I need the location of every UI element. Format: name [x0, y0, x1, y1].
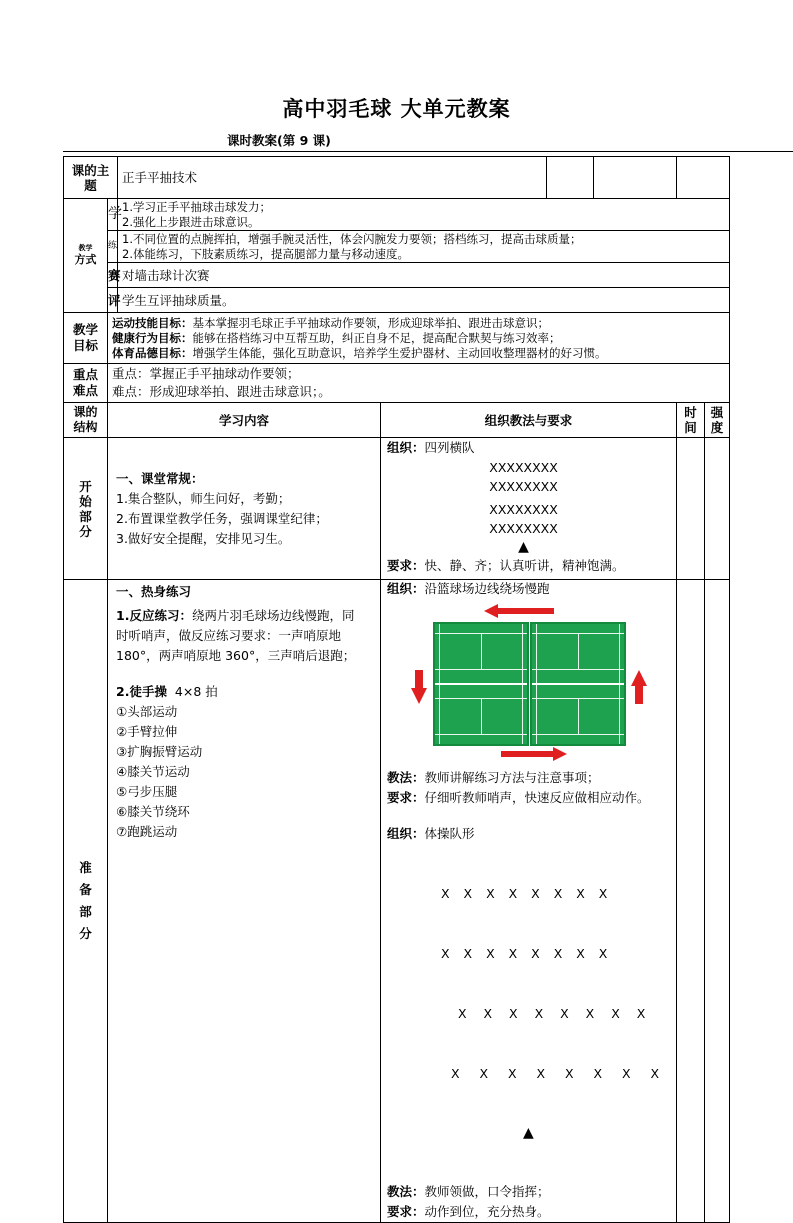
- exercise-item: ②手臂拉伸: [116, 724, 178, 739]
- four-column-formation: XXXXXXXX XXXXXXXX XXXXXXXX XXXXXXXX ▲: [387, 458, 670, 557]
- badminton-court: [433, 622, 529, 746]
- prep-part-row: [64, 580, 730, 1223]
- method-sai-row: [64, 263, 730, 288]
- header-structure: 课的 结构: [64, 403, 108, 438]
- keypoints-content: 重点：掌握正手平抽球动作要领； 难点：形成迎球举拍、跟进击球意识；。: [108, 364, 730, 403]
- badminton-courts-diagram: [409, 602, 659, 762]
- lian-label: 练: [108, 231, 118, 263]
- prep-part-label: 准 备 部 分: [64, 580, 108, 1223]
- exercise-item: ①头部运动: [116, 704, 178, 719]
- lesson-subtitle: 课时教案(第 9 课): [227, 133, 331, 148]
- prep-content: 一、热身练习 1.反应练习：绕两片羽毛球场边线慢跑，同时听哨声，做反应练习要求：一声哨原地 180°，两声哨原地 360°，三声哨后退跑； 2.徒手操 4×8 拍 ①头部运动 ②手臂拉伸 ③扩胸振臂运动 ④膝关节运动 ⑤弓步压腿 ⑥膝关节绕环 ⑦跑跳运动: [108, 580, 381, 1223]
- page-title: 高中羽毛球 大单元教案: [282, 97, 511, 121]
- exercise-item: ⑥膝关节绕环: [116, 804, 190, 819]
- start-org: 组织：四列横队 XXXXXXXX XXXXXXXX XXXXXXXX XXXXXXXX ▲ 要求：快、静、齐；认真听讲，精神饱满。: [381, 438, 677, 580]
- teacher-marker: ▲: [518, 539, 529, 555]
- sai-label: 赛: [108, 263, 118, 288]
- table-header-row: [64, 403, 730, 438]
- exercise-item: ④膝关节运动: [116, 764, 190, 779]
- goals-label: 教学 目标: [64, 313, 108, 364]
- start-part-label: 开 始 部 分: [64, 438, 108, 580]
- gymnastics-formation: X X X X X X X X X X X X X X X X X X X X X X X X X X X X X X X X ▲: [387, 844, 670, 1182]
- topic-row: [64, 157, 730, 199]
- header-time: 时 间: [677, 403, 705, 438]
- lian-content: 1.不同位置的点腕挥拍，增强手腕灵活性，体会闪腕发力要领；搭档练习，提高击球质量； 2.体能练习，下肢素质练习，提高腿部力量与移动速度。: [118, 231, 730, 263]
- start-part-row: [64, 438, 730, 580]
- badminton-court: [530, 622, 626, 746]
- xue-content: 1.学习正手平抽球击球发力； 2.强化上步跟进击球意识。: [118, 199, 730, 231]
- topic-value: 正手平抽技术: [118, 157, 547, 199]
- lesson-plan-table: [63, 156, 730, 1223]
- method-label: 教学 方式: [64, 199, 108, 313]
- ping-content: 学生互评抽球质量。: [118, 288, 730, 313]
- teacher-marker: ▲: [523, 1125, 534, 1141]
- method-xue-row: [64, 199, 730, 231]
- goal-item: 运动技能目标：基本掌握羽毛球正手平抽球动作要领，形成迎球举拍、跟进击球意识；: [112, 315, 549, 330]
- arrow-left-icon: [484, 604, 554, 618]
- goal-item: 健康行为目标：能够在搭档练习中互帮互助，纠正自身不足，提高配合默契与练习效率；: [112, 330, 561, 345]
- keypoints-label: 重点 难点: [64, 364, 108, 403]
- xue-label: 学: [108, 199, 118, 231]
- method-ping-row: [64, 288, 730, 313]
- header-content: 学习内容: [108, 403, 381, 438]
- topic-label: 课的主题: [64, 157, 118, 199]
- goals-row: [64, 313, 730, 364]
- start-content: 一、课堂常规： 1.集合整队，师生问好，考勤； 2.布置课堂教学任务，强调课堂纪律； 3.做好安全提醒，安排见习生。: [108, 438, 381, 580]
- exercise-item: ⑦跑跳运动: [116, 824, 178, 839]
- keypoints-row: [64, 364, 730, 403]
- prep-org: 组织：沿篮球场边线绕场慢跑 教法：教师讲解练习方法与注意事项； 要求：仔细听教师哨声，快速反应做相应动作。 组织：体操队形 X X X X X X X X X X X X X X X X X X X X X X X X X X X X X X X X ▲ 教法：教师领做，口令指挥； 要求：动作到位，充分热身。: [381, 580, 677, 1223]
- arrow-right-icon: [501, 747, 567, 761]
- exercise-item: ③扩胸振臂运动: [116, 744, 203, 759]
- goals-content: [108, 313, 730, 364]
- exercise-item: ⑤弓步压腿: [116, 784, 178, 799]
- ping-label: 评: [108, 288, 118, 313]
- header-org: 组织教法与要求: [381, 403, 677, 438]
- method-lian-row: [64, 231, 730, 263]
- header-intensity: 强 度: [705, 403, 730, 438]
- sai-content: 对墙击球计次赛: [118, 263, 730, 288]
- goal-item: 体育品德目标：增强学生体能，强化互助意识，培养学生爱护器材、主动回收整理器材的好习惯。: [112, 345, 607, 360]
- arrow-up-icon: [631, 670, 647, 704]
- divider: [63, 151, 793, 152]
- arrow-down-icon: [411, 670, 427, 704]
